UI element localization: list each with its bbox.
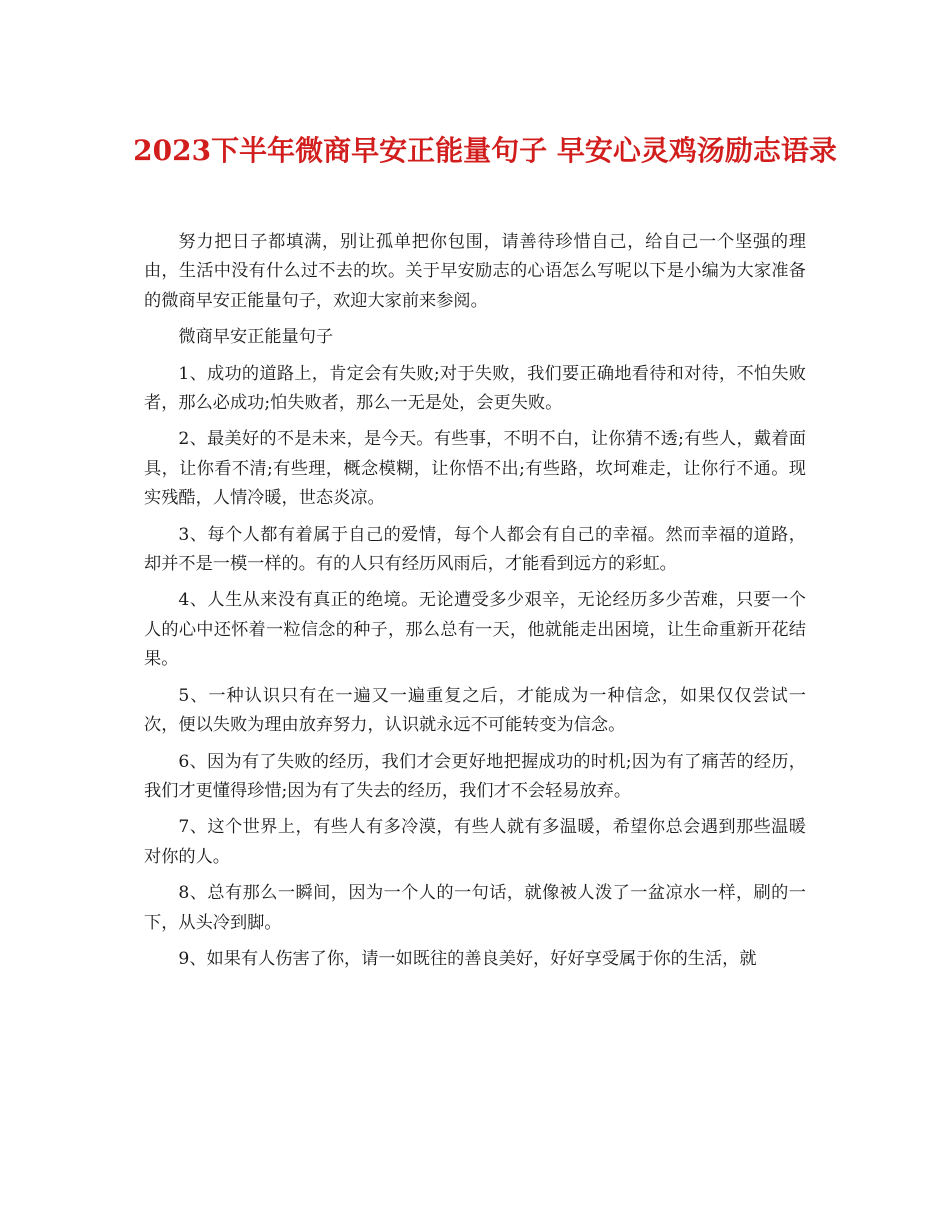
list-item: 6、因为有了失败的经历，我们才会更好地把握成功的时机;因为有了痛苦的经历，我们才更懂得珍惜;因为有了失去的经历，我们才不会轻易放弃。: [144, 751, 806, 801]
list-item: 7、这个世界上，有些人有多冷漠，有些人就有多温暖，希望你总会遇到那些温暖对你的人。: [144, 817, 806, 867]
page-title: 2023下半年微商早安正能量句子 早安心灵鸡汤励志语录: [133, 134, 837, 167]
list-item: 3、每个人都有着属于自己的爱情，每个人都会有自己的幸福。然而幸福的道路，却并不是一模一样的。有的人只有经历风雨后，才能看到远方的彩虹。: [144, 524, 806, 575]
list-item: 9、如果有人伤害了你，请一如既往的善良美好，好好享受属于你的生活，就: [178, 948, 757, 969]
list-item: 8、总有那么一瞬间，因为一个人的一句话，就像被人泼了一盆凉水一样，刷的一下，从头冷到脚。: [144, 883, 806, 933]
list-item: 2、最美好的不是未来，是今天。有些事，不明不白，让你猜不透;有些人，戴着面具，让你看不清;有些理，概念模糊，让你悟不出;有些路，坎坷难走，让你行不通。现实残酷，人情冷暖，世态炎凉。: [144, 429, 806, 509]
list-item: 5、一种认识只有在一遍又一遍重复之后，才能成为一种信念，如果仅仅尝试一次，便以失败为理由放弃努力，认识就永远不可能转变为信念。: [144, 685, 806, 736]
list-item: 1、成功的道路上，肯定会有失败;对于失败，我们要正确地看待和对待，不怕失败者，那么必成功;怕失败者，那么一无是处，会更失败。: [144, 363, 806, 414]
intro-paragraph: 努力把日子都填满，别让孤单把你包围，请善待珍惜自己，给自己一个坚强的理由，生活中没有什么过不去的坎。关于早安励志的心语怎么写呢以下是小编为大家准备的微商早安正能量句子，欢迎大家前来参阅。: [144, 232, 806, 311]
section-heading: 微商早安正能量句子: [178, 327, 334, 348]
list-item: 4、人生从来没有真正的绝境。无论遭受多少艰辛，无论经历多少苦难，只要一个人的心中还怀着一粒信念的种子，那么总有一天，他就能走出困境，让生命重新开花结果。: [144, 590, 806, 670]
article-body: [144, 228, 806, 981]
